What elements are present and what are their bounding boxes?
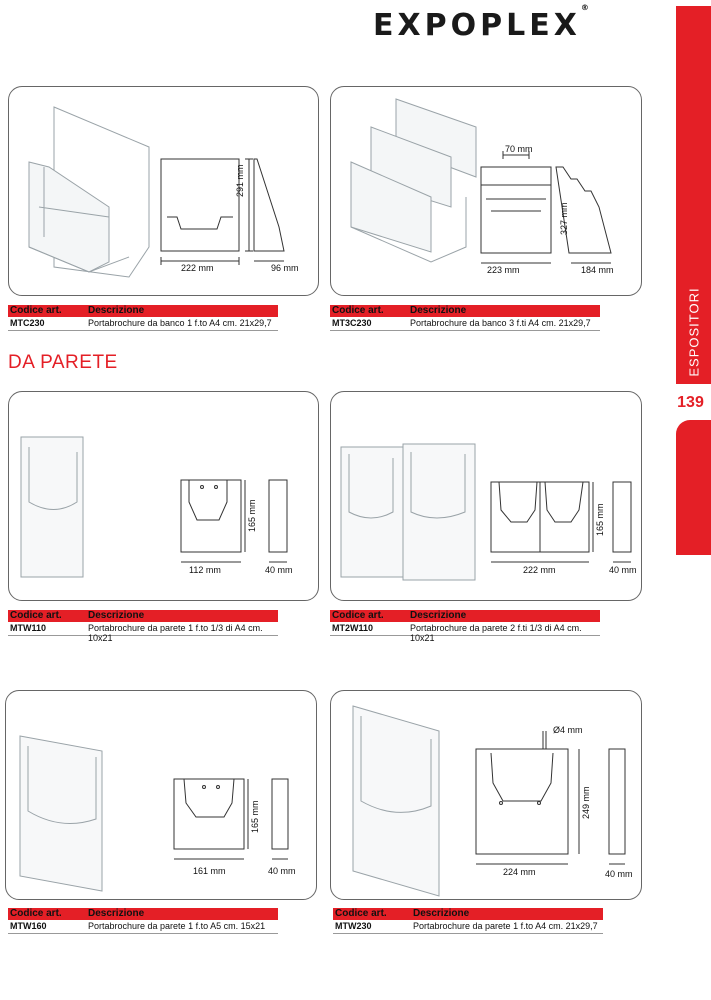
product-image-box-mt3c230 <box>330 86 642 296</box>
product-code: MTW160 <box>10 921 47 931</box>
dim-width: 222 mm <box>523 565 556 575</box>
dim-depth: 96 mm <box>271 263 299 273</box>
dim-depth: 40 mm <box>265 565 293 575</box>
product-code: MTW230 <box>335 921 372 931</box>
dim-depth: 40 mm <box>609 565 637 575</box>
product-code: MT2W110 <box>332 623 374 633</box>
page-number: 139 <box>677 394 704 411</box>
table-header <box>8 908 278 920</box>
header-description: Descrizione <box>413 908 470 919</box>
side-tab-lower <box>676 420 711 555</box>
dim-width: 112 mm <box>189 565 221 575</box>
dim-width: 161 mm <box>193 866 226 876</box>
header-description: Descrizione <box>88 610 145 621</box>
dim-height: 291 mm <box>235 164 245 197</box>
product-code: MT3C230 <box>332 318 372 328</box>
product-row-mtw160 <box>8 908 278 934</box>
header-code: Codice art. <box>10 908 62 919</box>
dim-width: 223 mm <box>487 265 520 275</box>
dim-depth: 40 mm <box>268 866 296 876</box>
product-code: MTC230 <box>10 318 45 328</box>
product-code: MTW110 <box>10 623 47 633</box>
header-code: Codice art. <box>10 610 62 621</box>
product-row-mt2w110 <box>330 610 600 643</box>
product-image-box-mtw110 <box>8 391 319 601</box>
table-header <box>333 908 603 920</box>
table-header <box>330 610 600 622</box>
header-description: Descrizione <box>88 305 145 316</box>
header-description: Descrizione <box>88 908 145 919</box>
dim-height: 165 mm <box>250 800 260 833</box>
header-code: Codice art. <box>10 305 62 316</box>
product-image-box-mt2w110 <box>330 391 642 601</box>
product-description: Portabrochure da parete 1 f.to A4 cm. 21x29,7 <box>413 921 598 931</box>
table-header <box>8 305 278 317</box>
header-description: Descrizione <box>410 305 467 316</box>
dim-height: 165 mm <box>247 499 257 532</box>
product-description: Portabrochure da parete 1 f.to A5 cm. 15x21 <box>88 921 266 931</box>
product-image-box-mtc230 <box>8 86 319 296</box>
brand-logo <box>373 3 589 43</box>
table-header <box>330 305 600 317</box>
table-row <box>8 921 278 934</box>
dim-depth: 184 mm <box>581 265 614 275</box>
side-category-label: ESPOSITORI <box>686 287 701 377</box>
product-description: Portabrochure da banco 1 f.to A4 cm. 21x29,7 <box>88 318 272 328</box>
header-code: Codice art. <box>332 305 384 316</box>
product-drawing-mt2w110 <box>331 392 641 600</box>
product-drawing-mtw230 <box>331 691 641 899</box>
product-drawing-mt3c230 <box>331 87 641 295</box>
header-code: Codice art. <box>335 908 387 919</box>
dim-hole: Ø4 mm <box>553 725 583 735</box>
brand-logo-text: EXPOPLEX <box>373 8 581 43</box>
header-description: Descrizione <box>410 610 467 621</box>
dim-depth: 40 mm <box>605 869 633 879</box>
side-category-label-wrap <box>676 280 711 384</box>
product-row-mt3c230 <box>330 305 600 331</box>
product-description: Portabrochure da parete 1 f.to 1/3 di A4 cm. 10x21 <box>88 623 263 643</box>
table-row <box>330 623 600 643</box>
product-image-box-mtw160 <box>5 690 317 900</box>
table-row <box>8 623 278 643</box>
table-row <box>333 921 603 934</box>
product-image-box-mtw230 <box>330 690 642 900</box>
header-code: Codice art. <box>332 610 384 621</box>
dim-width: 222 mm <box>181 263 214 273</box>
dim-height: 327 mm <box>559 202 569 235</box>
dim-height: 165 mm <box>595 503 605 536</box>
product-row-mtw110 <box>8 610 278 643</box>
product-description: Portabrochure da banco 3 f.ti A4 cm. 21x29,7 <box>410 318 591 328</box>
dim-height: 249 mm <box>581 786 591 819</box>
table-header <box>8 610 278 622</box>
section-title: DA PARETE <box>8 352 118 373</box>
product-row-mtc230 <box>8 305 278 331</box>
trademark-symbol: ® <box>580 3 589 12</box>
table-row <box>330 318 600 331</box>
product-description: Portabrochure da parete 2 f.ti 1/3 di A4 cm. 10x21 <box>410 623 582 643</box>
table-row <box>8 318 278 331</box>
dim-top: 70 mm <box>505 144 533 154</box>
dim-width: 224 mm <box>503 867 536 877</box>
product-row-mtw230 <box>333 908 603 934</box>
